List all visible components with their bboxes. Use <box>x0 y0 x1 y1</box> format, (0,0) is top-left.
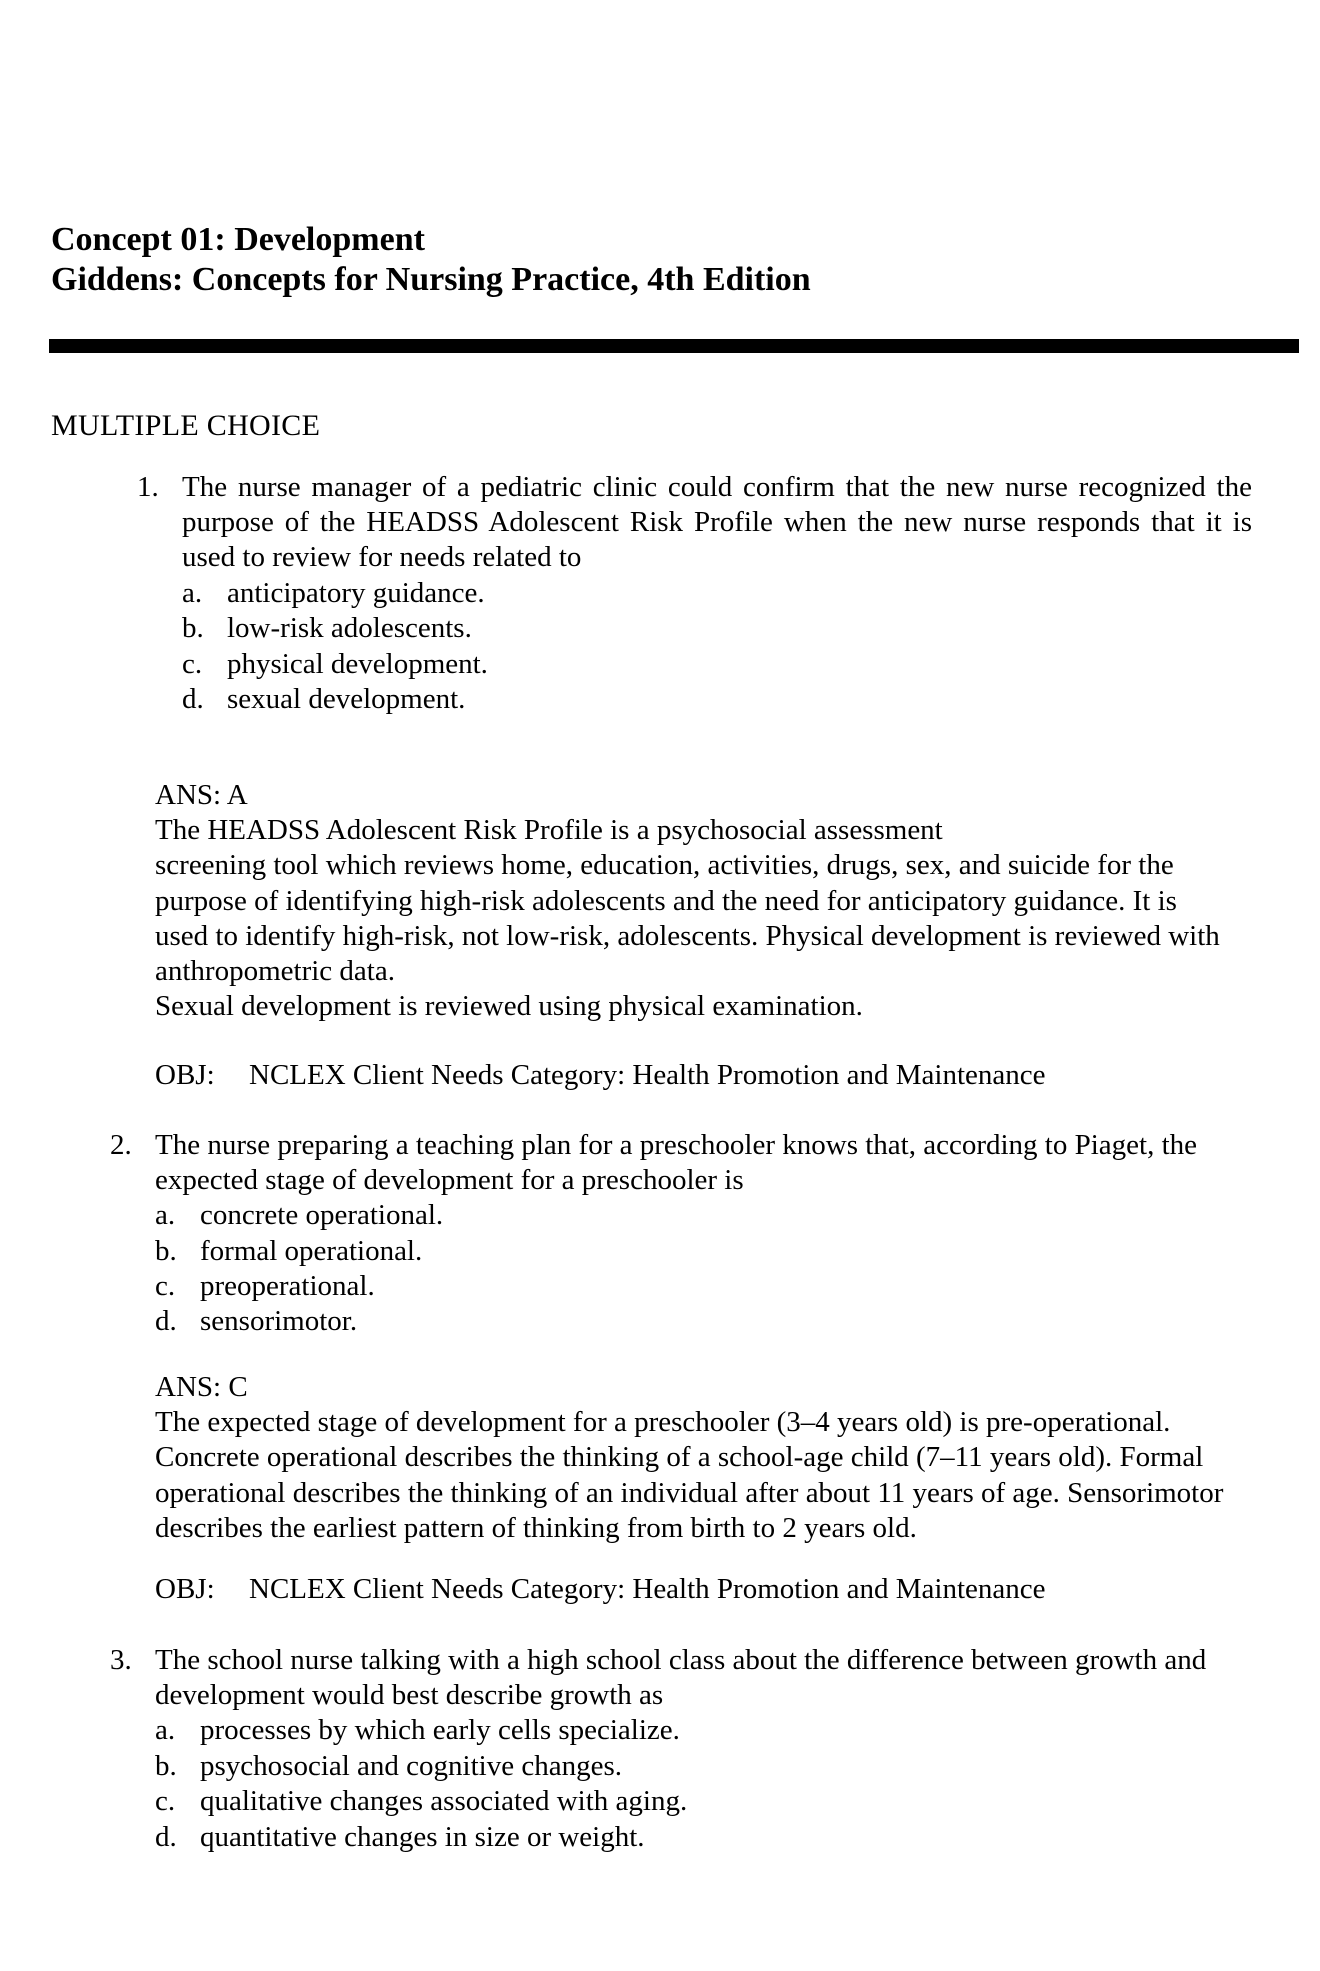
objective-2 <box>155 1572 1046 1607</box>
rationale-line: used to identify high-risk, not low-risk, adolescents. Physical development is reviewed with <box>155 919 1220 952</box>
option-a <box>182 576 485 611</box>
option-b <box>155 1234 422 1269</box>
option-b <box>155 1749 622 1784</box>
stem-line: development would best describe growth as <box>155 1679 664 1712</box>
answer-block-1 <box>155 778 1220 1024</box>
question-stem <box>155 1128 1275 1198</box>
option-letter: d. <box>155 1821 177 1853</box>
rationale-line: anthropometric data. <box>155 955 395 988</box>
option-letter: a. <box>182 577 203 609</box>
option-letter: d. <box>155 1305 177 1337</box>
option-letter: b. <box>155 1235 177 1267</box>
option-text: anticipatory guidance. <box>227 577 485 609</box>
option-text: sensorimotor. <box>200 1305 358 1337</box>
option-b <box>182 611 472 646</box>
option-c <box>155 1784 687 1819</box>
stem-line: expected stage of development for a preschooler is <box>155 1164 744 1197</box>
obj-text: NCLEX Client Needs Category: Health Promotion and Maintenance <box>249 1573 1046 1605</box>
question-stem: The nurse manager of a pediatric clinic could confirm that the new nurse recognized the purpose of the HEADSS Adolescent Risk Profile when the new nurse responds that it is used to review for needs related to <box>182 471 1252 574</box>
option-letter: b. <box>182 612 204 644</box>
rationale-line: screening tool which reviews home, education, activities, drugs, sex, and suicide for the <box>155 849 1174 882</box>
header-rule <box>49 339 1299 353</box>
option-letter: a. <box>155 1714 176 1746</box>
option-letter: c. <box>155 1785 176 1817</box>
section-title: MULTIPLE CHOICE <box>51 409 321 442</box>
option-c <box>182 647 488 682</box>
objective-1 <box>155 1058 1046 1093</box>
option-text: psychosocial and cognitive changes. <box>200 1750 622 1782</box>
option-text: low-risk adolescents. <box>227 612 472 644</box>
option-letter: c. <box>182 648 203 680</box>
option-d <box>182 682 465 717</box>
document-title: Concept 01: Development <box>51 221 425 258</box>
option-c <box>155 1269 375 1304</box>
obj-label: OBJ: <box>155 1059 215 1091</box>
option-text: quantitative changes in size or weight. <box>200 1821 645 1853</box>
option-d <box>155 1304 357 1339</box>
rationale-line: The expected stage of development for a preschooler (3–4 years old) is pre-operational. <box>155 1406 1171 1439</box>
rationale-line: Sexual development is reviewed using physical examination. <box>155 990 863 1023</box>
stem-line: The nurse preparing a teaching plan for a preschooler knows that, according to Piaget, the <box>155 1129 1198 1161</box>
rationale-line: purpose of identifying high-risk adolescents and the need for anticipatory guidance. It is <box>155 884 1177 917</box>
option-text: processes by which early cells specialize. <box>200 1714 680 1746</box>
option-text: sexual development. <box>227 683 466 715</box>
question-number: 3. <box>110 1644 132 1676</box>
option-text: concrete operational. <box>200 1199 444 1231</box>
obj-label: OBJ: <box>155 1573 215 1605</box>
rationale-line: describes the earliest pattern of thinking from birth to 2 years old. <box>155 1511 917 1544</box>
question-stem <box>155 1643 1275 1713</box>
option-a <box>155 1198 443 1233</box>
obj-text: NCLEX Client Needs Category: Health Promotion and Maintenance <box>249 1059 1046 1091</box>
option-text: qualitative changes associated with aging. <box>200 1785 688 1817</box>
option-d <box>155 1820 645 1855</box>
answer-block-2 <box>155 1370 1223 1546</box>
option-letter: a. <box>155 1199 176 1231</box>
stem-line: The school nurse talking with a high school class about the difference between growth and <box>155 1644 1207 1676</box>
question-number: 2. <box>110 1129 132 1161</box>
option-letter: b. <box>155 1750 177 1782</box>
option-letter: d. <box>182 683 204 715</box>
question-number: 1. <box>137 471 159 503</box>
rationale-line: operational describes the thinking of an individual after about 11 years of age. Sensorimotor <box>155 1476 1224 1509</box>
document-subtitle: Giddens: Concepts for Nursing Practice, 4th Edition <box>51 261 811 298</box>
option-text: formal operational. <box>200 1235 423 1267</box>
option-a <box>155 1713 680 1748</box>
option-letter: c. <box>155 1270 176 1302</box>
rationale-line: The HEADSS Adolescent Risk Profile is a psychosocial assessment <box>155 814 943 847</box>
rationale-line: Concrete operational describes the thinking of a school-age child (7–11 years old). Formal <box>155 1441 1204 1474</box>
answer-key: ANS: C <box>155 1371 248 1403</box>
answer-key: ANS: A <box>155 779 248 811</box>
option-text: physical development. <box>227 648 488 680</box>
option-text: preoperational. <box>200 1270 375 1302</box>
